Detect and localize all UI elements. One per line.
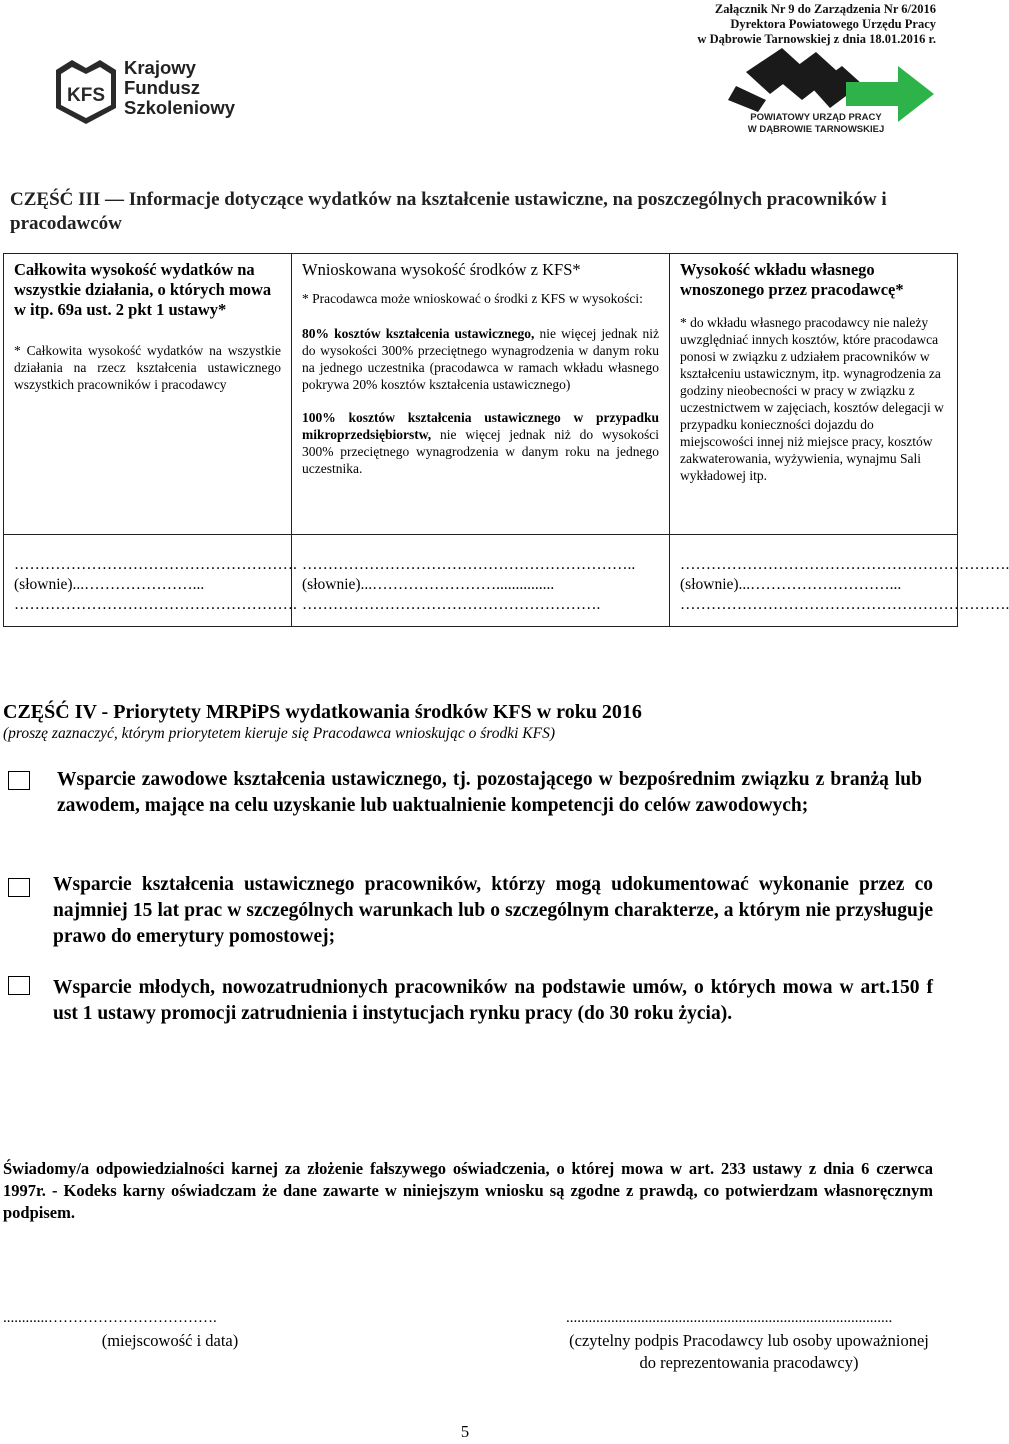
fill-own-line-2: (słownie)...………………………... — [680, 576, 902, 593]
fill-own-line-3: ………………………………………………………. — [680, 596, 1009, 613]
fill-requested-line-3: …………………………………………………. — [302, 596, 601, 613]
part4-title: CZĘŚĆ IV - Priorytety MRPiPS wydatkowania środków KFS w roku 2016 — [3, 701, 642, 723]
table-header-row — [4, 254, 958, 535]
fill-total-line-3: ………………………………………………. — [14, 596, 297, 613]
signature-line[interactable]: ....................................................................................... — [566, 1310, 893, 1326]
place-date-line[interactable]: ............……………………………. — [3, 1310, 217, 1326]
col-own-note: * do wkładu własnego pracodawcy nie należy uwzględniać innych kosztów, które pracodawca ponosi w związku z udziałem pracowników w kształceniu ustawicznym, itp. wynagrodzenia za godziny nieobecności w pracy w związku z uczestnictwem w zajęciach, kosztów delegacji w przypadku konieczności dojazdu do miejscowości innej niż miejsce pracy, kosztów zakwaterowania, wyżywienia, wynajmu Sali wykładowej itp. — [680, 315, 944, 483]
para-100-rest: nie więcej jednak niż do wysokości 300% przeciętnego wynagrodzenia w danym roku na jednego uczestnika. — [302, 427, 659, 476]
col-own-contribution-cell — [670, 254, 958, 535]
kfs-logo — [52, 58, 120, 126]
priority-3-text: Wsparcie młodych, nowozatrudnionych pracowników na podstawie umów, o których mowa w art.150 f ust 1 ustawy promocji zatrudnienia i instytucjach rynku pracy (do 30 roku życia). — [53, 977, 933, 1024]
para-80-rest: nie więcej jednak niż do wysokości 300% przeciętnego wynagrodzenia w danym roku na jednego uczestnika (pracodawca w ramach wkładu własnego pokrywa 20% kosztów kształcenia ustawicznego) — [302, 326, 659, 392]
priority-1-checkbox[interactable] — [8, 771, 30, 790]
place-date-label: (miejscowość i data) — [101, 1331, 239, 1350]
kfs-shield-icon — [52, 58, 120, 126]
table-fill-row — [4, 535, 958, 627]
kfs-name-line-1: Krajowy — [124, 57, 196, 78]
col-requested-para-80 — [302, 325, 659, 393]
kfs-logo-text: KFS — [67, 85, 105, 106]
expenses-table — [3, 253, 1009, 627]
para-100-bold: 100% kosztów kształcenia ustawicznego w przypadku mikroprzedsiębiorstw, — [302, 410, 659, 442]
para-80-bold: 80% kosztów kształcenia ustawicznego, — [302, 326, 535, 341]
annex-line-3: w Dąbrowie Tarnowskiej z dnia 18.01.2016 r. — [697, 32, 936, 46]
fill-own-cell[interactable] — [670, 535, 1009, 627]
part4-subtitle: (proszę zaznaczyć, którym priorytetem kieruje się Pracodawca wnioskując o środki KFS) — [3, 725, 556, 742]
col-requested-heading: Wnioskowana wysokość środków z KFS* — [302, 260, 581, 279]
fill-total-line-1: ………………………………………………. — [14, 556, 297, 573]
fill-total-cell[interactable] — [4, 535, 297, 627]
declaration-text: Świadomy/a odpowiedzialności karnej za złożenie fałszywego oświadczenia, o której mowa w art. 233 ustawy z dnia 6 czerwca 1997r. - Kodeks karny oświadczam że dane zawarte w niniejszym wniosku są zgodne z prawdą, co potwierdzam własnoręcznym podpisem. — [3, 1159, 933, 1222]
fill-total-line-2: (słownie)...…………………... — [14, 576, 205, 593]
annex-note — [697, 2, 936, 47]
kfs-name — [124, 58, 235, 118]
part3-title: CZĘŚĆ III — Informacje dotyczące wydatków na kształcenie ustawiczne, na poszczególnych pracowników i pracodawców — [10, 189, 887, 234]
col-requested-para-100 — [302, 409, 659, 477]
fill-own-line-1: ………………………………………………………. — [680, 556, 1009, 573]
page-number: 5 — [460, 1422, 470, 1441]
pup-line-1: POWIATOWY URZĄD PRACY — [750, 112, 882, 123]
pup-arrow-icon — [712, 42, 936, 138]
priority-1-text: Wsparcie zawodowe kształcenia ustawicznego, tj. pozostającego w bezpośrednim związku z branżą lub zawodem, mające na celu uzyskanie lub uaktualnienie kompetencji do celów zawodowych; — [57, 769, 922, 816]
annex-line-2: Dyrektora Powiatowego Urzędu Pracy — [730, 17, 936, 31]
fill-requested-cell[interactable] — [292, 535, 670, 627]
kfs-name-line-2: Fundusz — [124, 77, 201, 98]
priority-2-text: Wsparcie kształcenia ustawicznego pracowników, którzy mogą udokumentować wykonanie przez co najmniej 15 lat prac w szczególnych warunkach lub o szczególnym charakterze, a którym nie przysługuje prawo do emerytury pomostowej; — [53, 874, 933, 947]
col-total-heading: Całkowita wysokość wydatków na wszystkie działania, o których mowa w itp. 69a ust. 2 pkt 1 ustawy* — [14, 260, 272, 319]
fill-requested-line-1: ……………………………………………………….. — [302, 556, 636, 573]
pup-logo — [712, 42, 936, 138]
annex-line-1: Załącznik Nr 9 do Zarządzenia Nr 6/2016 — [714, 2, 936, 16]
col-requested-note: * Pracodawca może wnioskować o środki z KFS w wysokości: — [302, 291, 643, 306]
col-own-heading: Wysokość wkładu własnego wnoszonego przez pracodawcę* — [680, 260, 904, 299]
col-total-cell — [4, 254, 292, 535]
pup-line-2: W DĄBROWIE TARNOWSKIEJ — [747, 124, 885, 135]
kfs-name-line-3: Szkoleniowy — [124, 97, 236, 118]
priority-3-checkbox[interactable] — [8, 976, 30, 995]
fill-requested-line-2: (słownie)...……………………............... — [302, 576, 555, 593]
priority-2-checkbox[interactable] — [8, 878, 30, 897]
signature-label: (czytelny podpis Pracodawcy lub osoby upoważnionej do reprezentowania pracodawcy) — [569, 1331, 929, 1372]
col-total-note: * Całkowita wysokość wydatków na wszystkie działania na rzecz kształcenia ustawicznego wszystkich pracowników i pracodawcy — [14, 343, 281, 392]
col-requested-cell — [292, 254, 670, 535]
